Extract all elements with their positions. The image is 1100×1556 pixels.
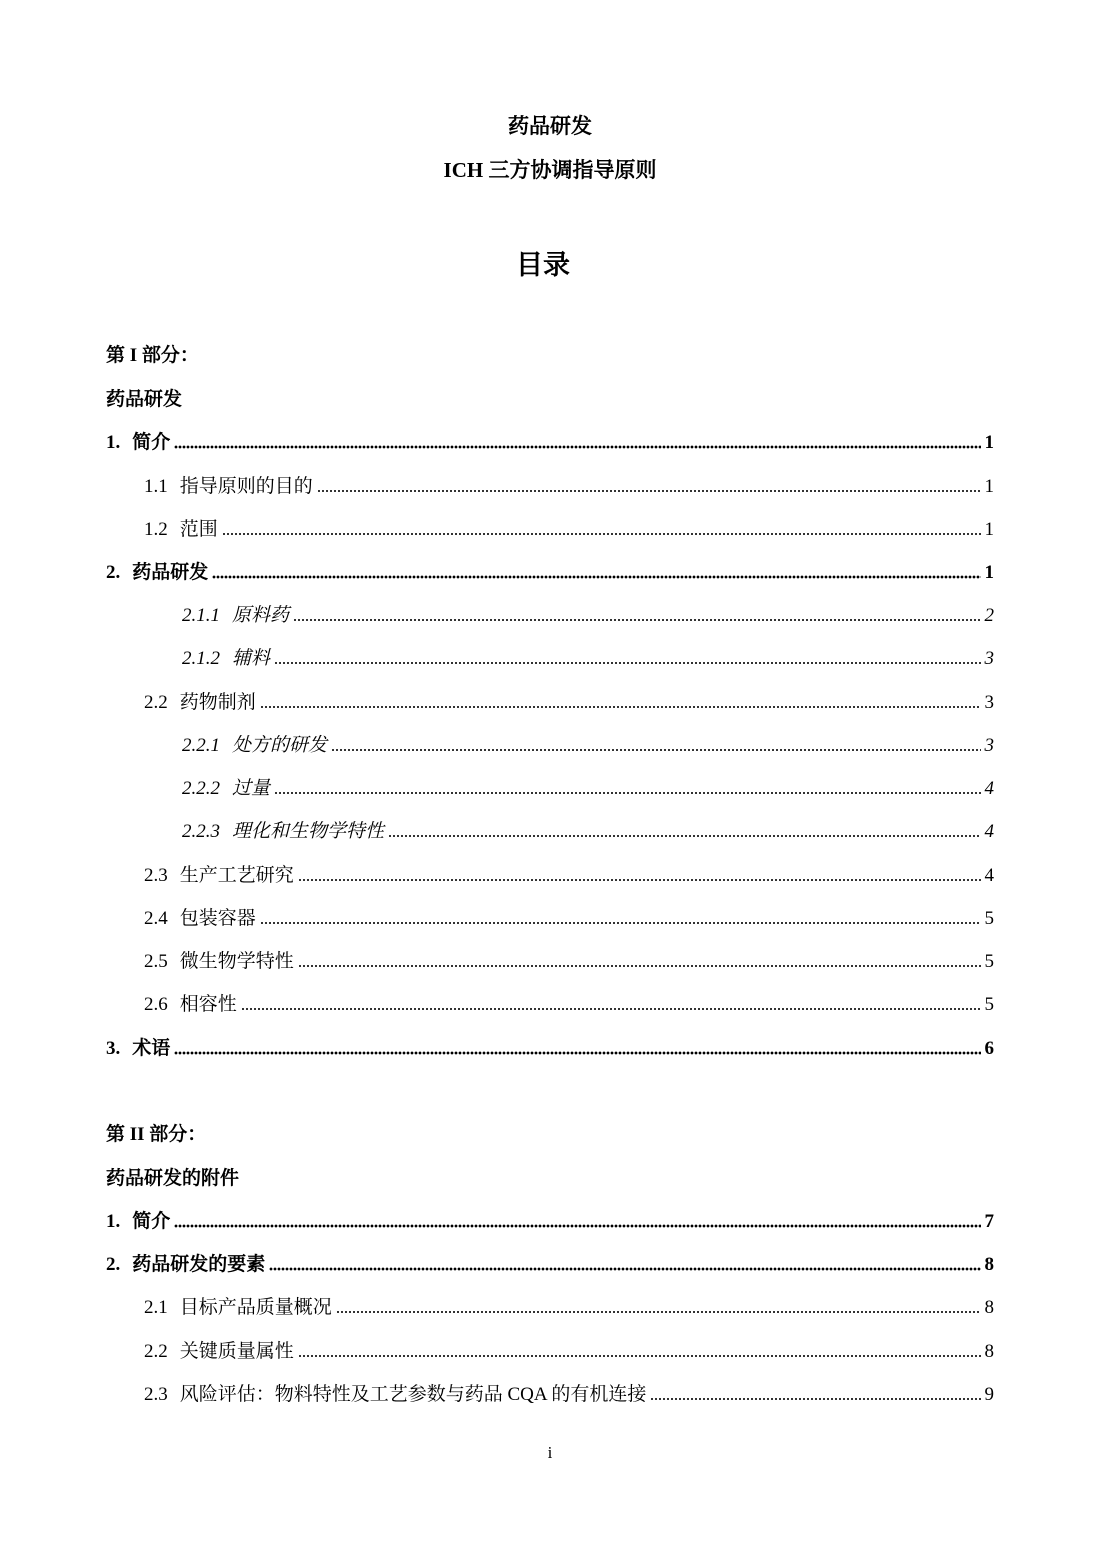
toc-entry-page: 8	[984, 1341, 994, 1362]
toc-entry-page: 5	[984, 951, 994, 972]
toc-entry[interactable]	[182, 775, 994, 803]
toc-entry-page: 8	[984, 1254, 994, 1275]
toc-entry-text: 简介	[132, 432, 171, 453]
toc-entry-number: 3.	[106, 1038, 121, 1059]
toc-entry-text: 指导原则的目的	[179, 476, 313, 497]
part2-label: 第 II 部分：	[106, 1124, 207, 1145]
toc-entry-text: 微生物学特性	[179, 951, 294, 972]
toc-entry-page: 4	[984, 778, 994, 799]
part1-name: 药品研发	[106, 389, 183, 410]
toc-entry-number: 1.2	[144, 519, 168, 540]
toc-leader-dots	[212, 574, 980, 580]
toc-entry-text: 包装容器	[179, 908, 256, 929]
page-number: i	[547, 1443, 553, 1462]
toc-entry-text: 辅料	[232, 648, 271, 669]
toc-entry-text: 原料药	[232, 605, 290, 626]
toc-entry-page: 7	[984, 1211, 994, 1232]
part1-label: 第 I 部分：	[106, 345, 199, 366]
toc-entry-number: 2.1	[144, 1297, 168, 1318]
toc-entry-page: 8	[984, 1297, 994, 1318]
toc-entry-number: 2.5	[144, 951, 168, 972]
toc-leader-dots	[331, 747, 980, 753]
toc-entry-page: 4	[984, 865, 994, 886]
toc-entry-number: 1.1	[144, 476, 168, 497]
toc-entry[interactable]	[144, 473, 994, 501]
toc-entry-number: 2.	[106, 562, 121, 583]
toc-entry-text: 范围	[179, 519, 218, 540]
toc-entry-number: 2.6	[144, 994, 168, 1015]
document-title: 药品研发	[508, 114, 592, 138]
toc-entry-page: 4	[984, 821, 994, 842]
toc-leader-dots	[298, 963, 981, 969]
toc-entry-page: 3	[984, 648, 994, 669]
toc-leader-dots	[174, 1050, 980, 1056]
toc-entry-page: 1	[984, 476, 994, 497]
toc-leader-dots	[274, 790, 980, 796]
toc-entry-number: 2.1.1	[182, 605, 220, 626]
toc-entry[interactable]	[182, 818, 994, 846]
toc-entry-page: 1	[984, 519, 994, 540]
toc-entry-text: 风险评估：物料特性及工艺参数与药品 CQA 的有机连接	[179, 1384, 647, 1405]
toc-entry[interactable]	[106, 1251, 994, 1279]
toc-entry-text: 药品研发	[132, 562, 209, 583]
toc-leader-dots	[650, 1396, 980, 1402]
toc-entry-number: 2.1.2	[182, 648, 220, 669]
toc-entry-text: 生产工艺研究	[179, 865, 294, 886]
toc-leader-dots	[274, 660, 980, 666]
toc-leader-dots	[222, 531, 981, 537]
toc-leader-dots	[293, 617, 980, 623]
toc-entry-number: 2.2.3	[182, 821, 220, 842]
toc-entry-page: 9	[984, 1384, 994, 1405]
toc-entry-text: 相容性	[179, 994, 237, 1015]
toc-entry[interactable]	[106, 1208, 994, 1236]
toc-entry-number: 2.2.2	[182, 778, 220, 799]
toc-entry-text: 目标产品质量概况	[179, 1297, 332, 1318]
toc-entry[interactable]	[144, 1381, 994, 1409]
toc-entry[interactable]	[106, 559, 994, 587]
toc-entry-page: 1	[984, 562, 994, 583]
toc-entry-number: 2.4	[144, 908, 168, 929]
toc-entry[interactable]	[144, 1294, 994, 1322]
toc-entry-page: 5	[984, 908, 994, 929]
toc-entry[interactable]	[144, 862, 994, 890]
toc-entry[interactable]	[106, 429, 994, 457]
toc-entry[interactable]	[144, 905, 994, 933]
toc-entry-number: 1.	[106, 432, 121, 453]
toc-entry[interactable]	[182, 645, 994, 673]
toc-entry[interactable]	[144, 948, 994, 976]
toc-leader-dots	[269, 1266, 980, 1272]
toc-entry[interactable]	[144, 516, 994, 544]
toc-entry-text: 关键质量属性	[179, 1341, 294, 1362]
toc-entry-page: 3	[984, 735, 994, 756]
toc-entry-text: 药物制剂	[179, 692, 256, 713]
toc-entry-number: 2.3	[144, 865, 168, 886]
toc-entry[interactable]	[106, 1035, 994, 1063]
toc-entry-text: 术语	[132, 1038, 171, 1059]
toc-entry-number: 2.2	[144, 1341, 168, 1362]
toc-entry-number: 2.3	[144, 1384, 168, 1405]
toc-entry-page: 2	[984, 605, 994, 626]
toc-entry-text: 处方的研发	[232, 735, 328, 756]
toc-entry-page: 3	[984, 692, 994, 713]
toc-leader-dots	[174, 444, 980, 450]
toc-leader-dots	[298, 1353, 981, 1359]
toc-leader-dots	[388, 833, 980, 839]
toc-entry-text: 过量	[232, 778, 271, 799]
toc-entry-page: 5	[984, 994, 994, 1015]
toc-entry-text: 理化和生物学特性	[232, 821, 385, 842]
toc-heading: 目录	[516, 250, 570, 280]
toc-entry[interactable]	[144, 991, 994, 1019]
toc-entry-page: 1	[984, 432, 994, 453]
toc-entry-number: 2.2	[144, 692, 168, 713]
toc-entry-text: 药品研发的要素	[132, 1254, 266, 1275]
toc-entry[interactable]	[144, 1338, 994, 1366]
toc-entry-text: 简介	[132, 1211, 171, 1232]
toc-leader-dots	[260, 920, 981, 926]
toc-entry[interactable]	[182, 602, 994, 630]
toc-entry-page: 6	[984, 1038, 994, 1059]
document-subtitle: ICH 三方协调指导原则	[443, 158, 657, 182]
toc-leader-dots	[174, 1223, 980, 1229]
toc-leader-dots	[317, 488, 981, 494]
toc-entry-number: 2.	[106, 1254, 121, 1275]
toc-entry[interactable]	[144, 689, 994, 717]
toc-entry[interactable]	[182, 732, 994, 760]
toc-leader-dots	[241, 1006, 981, 1012]
toc-leader-dots	[260, 704, 981, 710]
part2-name: 药品研发的附件	[106, 1168, 240, 1189]
toc-entry-number: 2.2.1	[182, 735, 220, 756]
toc-leader-dots	[336, 1309, 981, 1315]
toc-entry-number: 1.	[106, 1211, 121, 1232]
toc-leader-dots	[298, 877, 981, 883]
